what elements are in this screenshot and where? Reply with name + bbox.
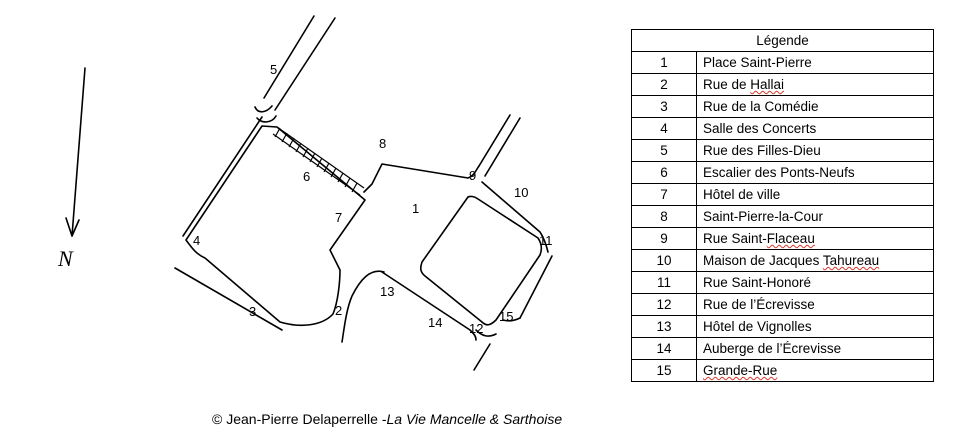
north-arrow-shaft	[72, 68, 85, 236]
legend-row	[632, 338, 934, 360]
credit-prefix: © Jean-Pierre Delaperrelle -	[212, 411, 387, 427]
legend-number: 8	[632, 206, 697, 228]
legend-label: Auberge de l’Écrevisse	[697, 338, 934, 360]
map-label-11: 11	[539, 233, 553, 248]
legend-row	[632, 184, 934, 206]
street-line	[264, 16, 314, 98]
legend-row	[632, 272, 934, 294]
legend-number: 11	[632, 272, 697, 294]
place-edge	[364, 164, 479, 192]
credit-line	[212, 411, 562, 427]
map-label-12: 12	[469, 321, 484, 336]
map-label-14: 14	[428, 315, 443, 330]
map-label-15: 15	[499, 309, 514, 324]
legend-label: Rue de Hallai	[697, 74, 934, 96]
legend-number: 5	[632, 140, 697, 162]
left-block	[186, 126, 365, 325]
map-label-6: 6	[303, 169, 311, 184]
spellcheck-mark: Hallai	[750, 77, 785, 92]
street-corner	[255, 106, 272, 112]
map-label-2: 2	[335, 303, 343, 318]
legend-number: 10	[632, 250, 697, 272]
legend-row	[632, 140, 934, 162]
map-label-4: 4	[193, 233, 201, 248]
map-label-1: 1	[412, 201, 420, 216]
legend-label	[697, 360, 934, 382]
legend-label: Place Saint-Pierre	[697, 52, 934, 74]
credit-publication: La Vie Mancelle & Sarthoise	[386, 411, 563, 427]
map-label-5: 5	[270, 62, 278, 77]
legend-label: Rue Saint-Honoré	[697, 272, 934, 294]
legend-row	[632, 74, 934, 96]
legend-number: 6	[632, 162, 697, 184]
legend-row	[632, 52, 934, 74]
legend-number: 2	[632, 74, 697, 96]
map-label-3: 3	[249, 304, 257, 319]
map-label-10: 10	[514, 185, 529, 200]
legend-label: Maison de Jacques Tahureau	[697, 250, 934, 272]
legend-row	[632, 162, 934, 184]
legend-row	[632, 96, 934, 118]
street-line	[520, 256, 552, 318]
map-label-13: 13	[380, 284, 395, 299]
legend-label: Rue de la Comédie	[697, 96, 934, 118]
legend-table	[631, 29, 934, 382]
legend-row	[632, 206, 934, 228]
legend-body	[632, 52, 934, 382]
legend-label: Hôtel de ville	[697, 184, 934, 206]
north-arrow	[57, 68, 85, 271]
legend-label: Salle des Concerts	[697, 118, 934, 140]
legend-label: Rue des Filles-Dieu	[697, 140, 934, 162]
legend-row	[632, 294, 934, 316]
legend-number: 14	[632, 338, 697, 360]
street-curve	[342, 271, 384, 342]
legend-label: Rue Saint-Flaceau	[697, 228, 934, 250]
street-line	[183, 117, 262, 236]
legend-row	[632, 316, 934, 338]
legend-number: 15	[632, 360, 697, 382]
legend-number: 4	[632, 118, 697, 140]
legend-label: Saint-Pierre-la-Cour	[697, 206, 934, 228]
spellcheck-mark: Grande-Rue	[703, 363, 778, 378]
legend-label: Escalier des Ponts-Neufs	[697, 162, 934, 184]
legend-row	[632, 118, 934, 140]
legend-title: Légende	[632, 30, 934, 52]
legend-number: 12	[632, 294, 697, 316]
right-block	[421, 196, 542, 324]
spellcheck-mark: Flaceau	[766, 231, 815, 246]
map-label-9: 9	[469, 168, 477, 183]
legend-number: 9	[632, 228, 697, 250]
legend-label: Hôtel de Vignolles	[697, 316, 934, 338]
legend-number: 7	[632, 184, 697, 206]
legend-row	[632, 250, 934, 272]
legend-row	[632, 228, 934, 250]
legend-number: 1	[632, 52, 697, 74]
spellcheck-mark: Tahureau	[822, 253, 880, 268]
map-label-8: 8	[379, 136, 387, 151]
legend-number: 3	[632, 96, 697, 118]
legend-header-row	[632, 30, 934, 52]
north-label: N	[58, 246, 73, 271]
legend-label: Rue de l’Écrevisse	[697, 294, 934, 316]
street-line	[479, 115, 510, 166]
street-line	[474, 344, 490, 370]
legend-number: 13	[632, 316, 697, 338]
legend-row	[632, 360, 934, 382]
map-label-7: 7	[335, 210, 343, 225]
